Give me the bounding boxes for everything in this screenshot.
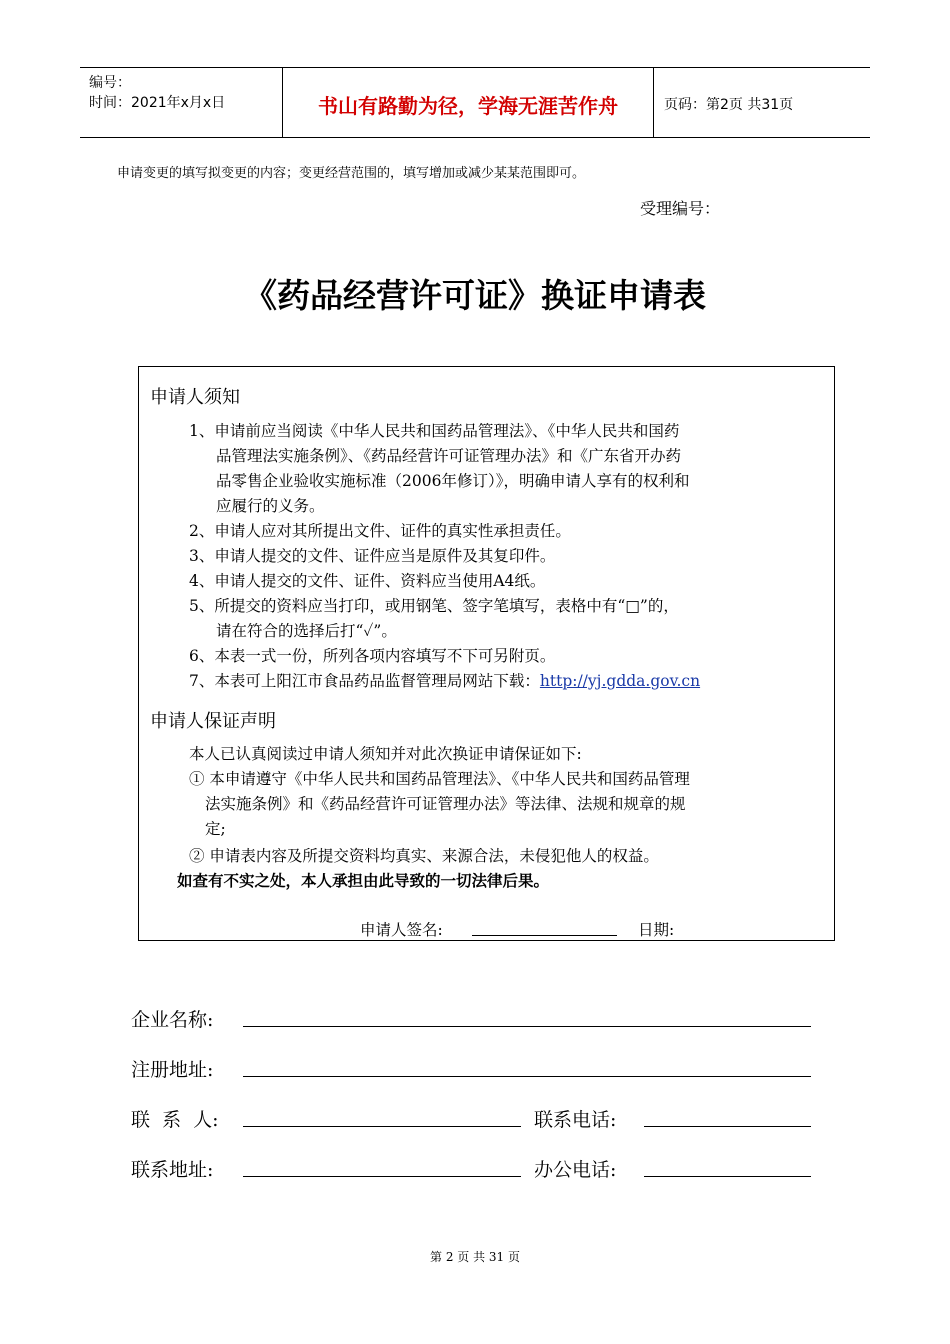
notice-line: 4、申请人提交的文件、证件、资料应当使用A4纸。	[189, 572, 546, 590]
signature-date-label: 日期:	[638, 921, 675, 939]
header-page-cell	[654, 68, 870, 137]
signature-field[interactable]	[472, 935, 617, 936]
document-date-label: 时间：2021年x月x日	[89, 95, 226, 111]
contact-address-label: 联系地址:	[131, 1159, 214, 1181]
notice-line: 6、本表一式一份，所列各项内容填写不下可另附页。	[189, 647, 556, 665]
download-text: 7、本表可上阳江市食品药品监督管理局网站下载：	[189, 672, 540, 690]
notice-line-download	[189, 669, 700, 694]
page-title: 《药品经营许可证》换证申请表	[244, 276, 706, 315]
company-name-field[interactable]	[243, 1026, 811, 1027]
statement-line: 定;	[205, 820, 226, 838]
instruction-note: 申请变更的填写拟变更的内容；变更经营范围的，填写增加或减少某某范围即可。	[117, 166, 586, 181]
page-footer: 第 2 页 共 31 页	[430, 1250, 520, 1264]
company-name-label: 企业名称:	[131, 1009, 214, 1031]
header-meta-cell	[80, 68, 283, 137]
contact-address-field[interactable]	[243, 1176, 521, 1177]
notice-heading: 申请人须知	[150, 387, 240, 408]
header-table	[80, 67, 870, 138]
contact-phone-field[interactable]	[644, 1126, 811, 1127]
contact-person-label: 联 系 人:	[131, 1109, 219, 1131]
notice-line: 5、所提交的资料应当打印，或用钢笔、签字笔填写，表格中有“□”的，	[189, 597, 679, 615]
statement-line: ② 申请表内容及所提交资料均真实、来源合法，未侵犯他人的权益。	[189, 847, 659, 865]
notice-line: 2、申请人应对其所提出文件、证件的真实性承担责任。	[189, 522, 571, 540]
document-number-label: 编号：	[89, 75, 131, 91]
notice-box	[138, 366, 835, 941]
notice-line: 品管理法实施条例》、《药品经营许可证管理办法》和《广东省开办药	[216, 447, 682, 465]
download-link[interactable]: http://yj.gdda.gov.cn	[539, 672, 701, 690]
contact-phone-label: 联系电话:	[534, 1109, 617, 1131]
registered-address-field[interactable]	[243, 1076, 811, 1077]
office-phone-field[interactable]	[644, 1176, 811, 1177]
acceptance-number-label: 受理编号：	[640, 199, 721, 218]
header-motto-cell	[283, 68, 654, 137]
notice-line: 应履行的义务。	[216, 497, 325, 515]
registered-address-label: 注册地址:	[131, 1059, 214, 1081]
notice-line: 1、申请前应当阅读《中华人民共和国药品管理法》、《中华人民共和国药	[189, 422, 680, 440]
signature-label: 申请人签名:	[360, 921, 443, 939]
legal-warning: 如查有不实之处，本人承担由此导致的一切法律后果。	[177, 872, 550, 890]
statement-intro: 本人已认真阅读过申请人须知并对此次换证申请保证如下:	[189, 745, 582, 763]
notice-line: 品零售企业验收实施标准（2006年修订）》，明确申请人享有的权利和	[216, 472, 690, 490]
statement-line: ① 本申请遵守《中华人民共和国药品管理法》、《中华人民共和国药品管理	[189, 770, 690, 788]
notice-line: 请在符合的选择后打“✓”。	[216, 622, 397, 640]
page-number-label: 页码：第2页 共31页	[664, 97, 794, 113]
motto-text: 书山有路勤为径，学海无涯苦作舟	[318, 94, 618, 118]
contact-person-field[interactable]	[243, 1126, 521, 1127]
statement-heading: 申请人保证声明	[150, 711, 276, 732]
office-phone-label: 办公电话:	[534, 1159, 617, 1181]
notice-line: 3、申请人提交的文件、证件应当是原件及其复印件。	[189, 547, 556, 565]
statement-line: 法实施条例》和《药品经营许可证管理办法》等法律、法规和规章的规	[205, 795, 686, 813]
